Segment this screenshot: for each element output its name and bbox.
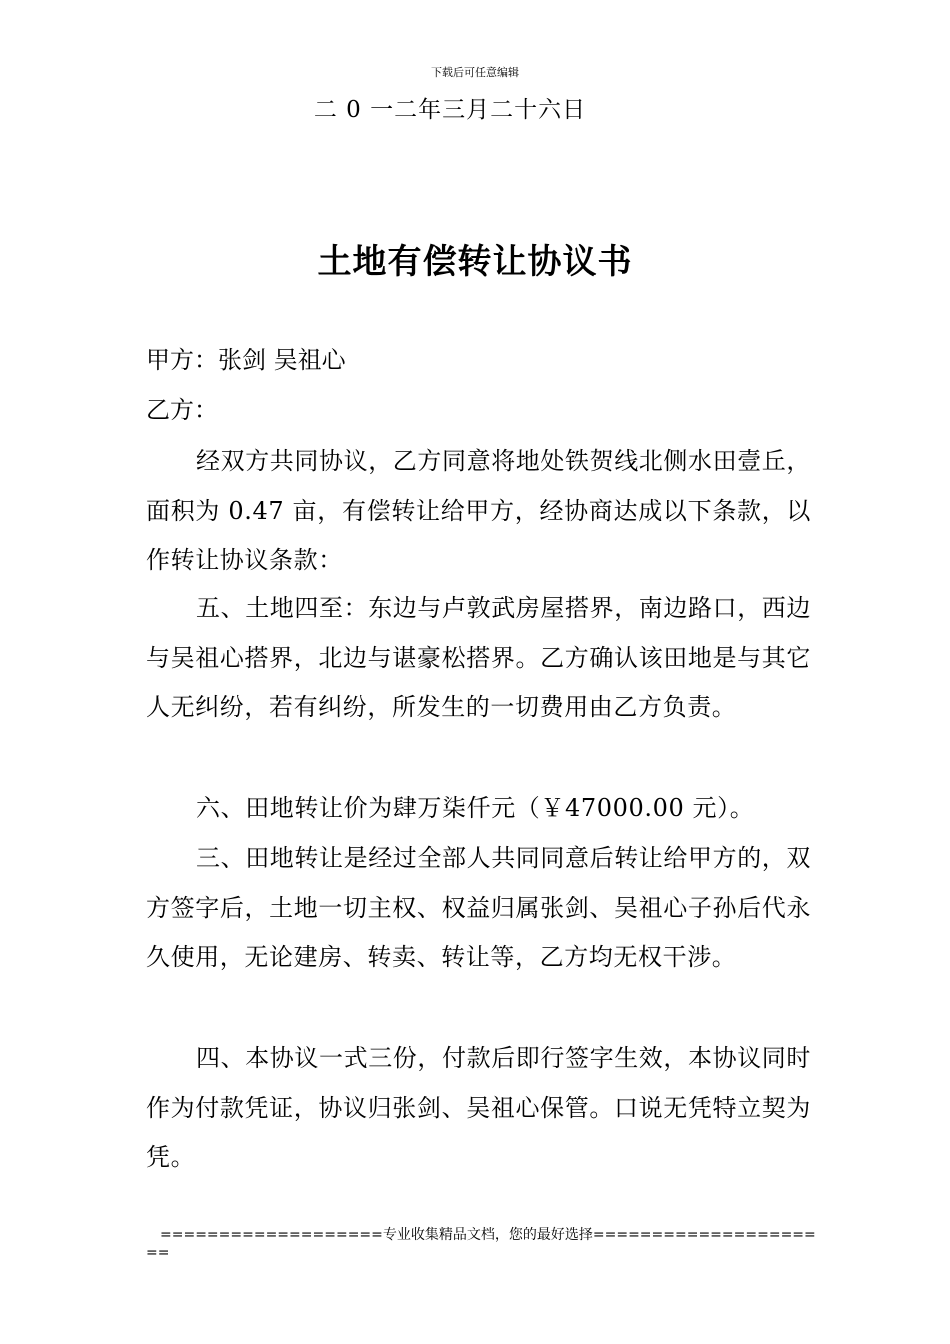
header-note: 下载后可任意编辑 [431,66,519,79]
date-line: 二 0 一二年三月二十六日 [313,97,587,123]
footer-banner [146,1226,826,1262]
clause-boundaries: 五、土地四至：东边与卢敦武房屋搭界，南边路口，西边与吴祖心搭界，北边与谌豪松搭界。乙方确认该田地是与其它人无纠纷，若有纠纷，所发生的一切费用由乙方负责。 [146,594,811,721]
clause-copies: 四、本协议一式三份，付款后即行签字生效，本协议同时作为付款凭证，协议归张剑、吴祖心保管。口说无凭特立契为凭。 [146,1044,811,1171]
party-a: 甲方：张剑 吴祖心 [146,346,346,374]
clause-intro: 经双方共同协议，乙方同意将地处铁贺线北侧水田壹丘，面积为 0.47 亩，有偿转让给甲方，经协商达成以下条款，以作转让协议条款： [146,447,811,574]
footer-text: ===================专业收集精品文档，您的最好选择===================== [146,1227,816,1261]
clause-price: 六、田地转让价为肆万柒仟元（￥47000.00 元）。 [196,794,755,822]
document-title: 土地有偿转让协议书 [317,242,633,282]
party-b: 乙方： [146,396,218,424]
clause-ownership: 三、田地转让是经过全部人共同同意后转让给甲方的，双方签字后，土地一切主权、权益归属张剑、吴祖心子孙后代永久使用，无论建房、转卖、转让等，乙方均无权干涉。 [146,844,811,971]
